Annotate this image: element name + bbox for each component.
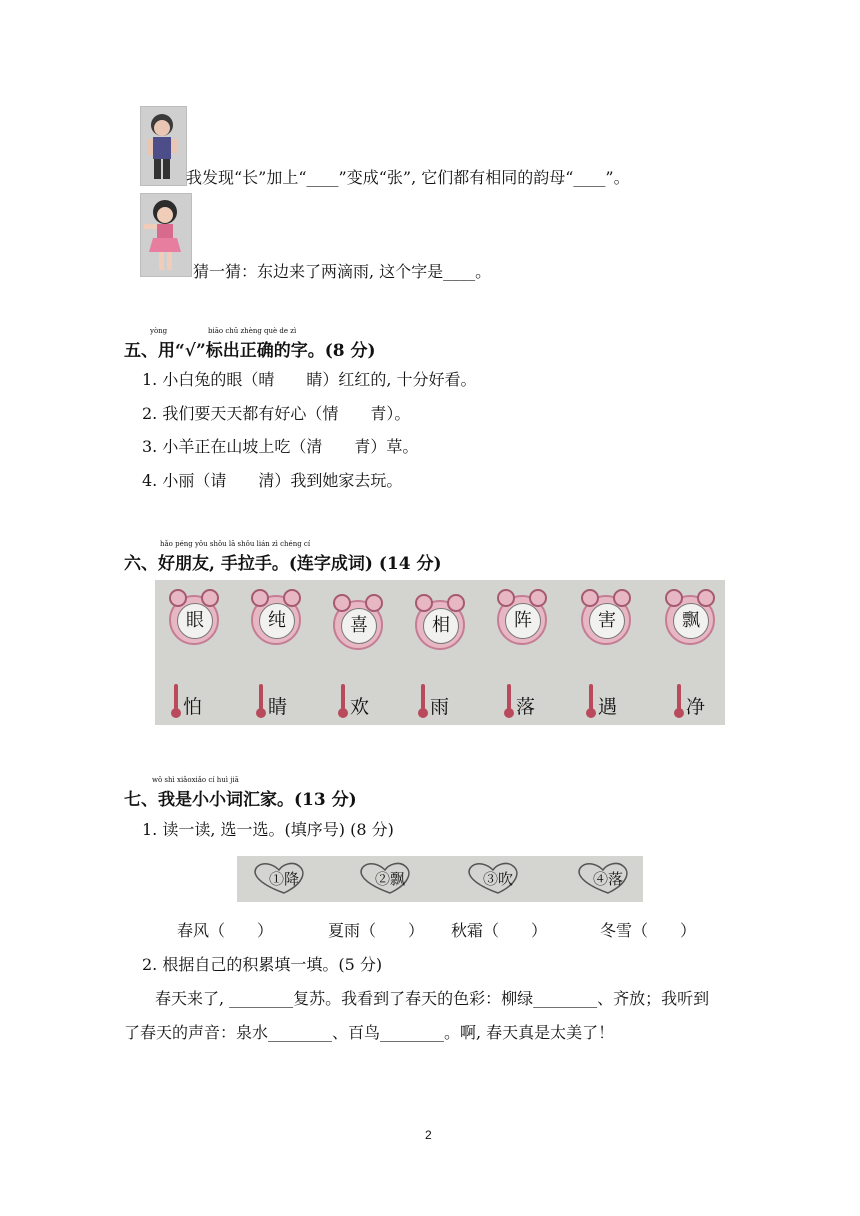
- frog-top-4: [415, 600, 465, 650]
- frog-matching-image: [155, 580, 725, 725]
- section4-line2: 猜一猜：东边来了两滴雨, 这个字是____。: [193, 262, 492, 281]
- section5-item-2: 2. 我们要天天都有好心（情 青）。: [142, 404, 411, 423]
- heart-option-2: [355, 862, 425, 896]
- frog-char-7: 飘: [673, 603, 709, 639]
- lily-stem-1: [174, 684, 178, 714]
- frog-char-1: 眼: [177, 603, 213, 639]
- frog-top-7: [665, 595, 715, 645]
- lily-stem-4: [421, 684, 425, 714]
- section5-pinyin: biāo chū zhèng què de zì: [208, 327, 297, 335]
- frog-top-5: [497, 595, 547, 645]
- section6-pinyin: hǎo péng yǒu shǒu lā shǒu lián zì chéng cí: [160, 540, 311, 548]
- page-number: 2: [425, 1128, 432, 1142]
- section7-q1: 1. 读一读, 选一选。(填序号) (8 分): [142, 820, 394, 839]
- bottom-char-4: 雨: [430, 696, 450, 718]
- frog-char-6: 害: [589, 603, 625, 639]
- frog-char-2: 纯: [259, 603, 295, 639]
- frog-top-3: [333, 600, 383, 650]
- hearts-image: [237, 856, 643, 902]
- bottom-char-5: 落: [516, 696, 536, 718]
- section5-title: 用“√”标出正确的字。(8 分): [158, 341, 376, 361]
- lily-stem-2: [259, 684, 263, 714]
- boy-photo: [140, 106, 187, 186]
- section5-heading: [124, 336, 376, 361]
- section7-paragraph-line2: 了春天的声音：泉水________、百鸟________。啊, 春天真是太美了！: [124, 1023, 615, 1042]
- boy-figure-icon: [141, 107, 186, 185]
- bottom-char-2: 睛: [268, 696, 288, 718]
- section7-q2: 2. 根据自己的积累填一填。(5 分): [142, 955, 383, 974]
- frog-top-2: [251, 595, 301, 645]
- section5-prefix: 五、: [124, 341, 158, 361]
- heart-option-4: [573, 862, 643, 896]
- frog-top-6: [581, 595, 631, 645]
- section6-title: 六、好朋友, 手拉手。(连字成词) (14 分): [124, 554, 442, 574]
- section7-paragraph-line1: 春天来了, ________复苏。我看到了春天的色彩：柳绿________、齐放；我听到: [155, 989, 710, 1008]
- lily-stem-7: [677, 684, 681, 714]
- section5-pinyin-yong: yòng: [150, 327, 168, 335]
- frog-char-5: 阵: [505, 603, 541, 639]
- girl-figure-icon: [141, 194, 191, 276]
- bottom-char-6: 遇: [598, 696, 618, 718]
- frog-char-4: 相: [423, 608, 459, 644]
- bottom-char-7: 净: [686, 696, 706, 718]
- frog-top-1: [169, 595, 219, 645]
- heart-option-3-label: ③吹: [482, 870, 513, 888]
- section5-item-3: 3. 小羊正在山坡上吃（清 青）草。: [142, 437, 419, 456]
- heart-option-2-label: ②飘: [374, 870, 405, 888]
- girl-photo: [140, 193, 192, 277]
- heart-option-1: [249, 862, 319, 896]
- blank-autumn-frost: 秋霜（ ）: [451, 921, 548, 940]
- lily-stem-5: [507, 684, 511, 714]
- heart-option-1-label: ①降: [268, 870, 299, 888]
- bottom-char-1: 怕: [183, 696, 203, 718]
- frog-char-3: 喜: [341, 608, 377, 644]
- section5-item-4: 4. 小丽（请 清）我到她家去玩。: [142, 471, 403, 490]
- lily-stem-6: [589, 684, 593, 714]
- lily-stem-3: [341, 684, 345, 714]
- section4-line1: 我发现“长”加上“____”变成“张”, 它们都有相同的韵母“____”。: [186, 168, 630, 187]
- heart-option-4-label: ④落: [592, 870, 623, 888]
- section5-item-1: 1. 小白兔的眼（晴 睛）红红的, 十分好看。: [142, 370, 477, 389]
- blank-winter-snow: 冬雪（ ）: [600, 921, 697, 940]
- blank-summer-rain: 夏雨（ ）: [328, 921, 425, 940]
- heart-option-3: [463, 862, 533, 896]
- blank-spring-wind: 春风（ ）: [177, 921, 274, 940]
- bottom-char-3: 欢: [350, 696, 370, 718]
- section7-title: 七、我是小小词汇家。(13 分): [124, 790, 357, 810]
- section7-pinyin: wǒ shì xiǎoxiǎo cí huì jiā: [152, 776, 239, 784]
